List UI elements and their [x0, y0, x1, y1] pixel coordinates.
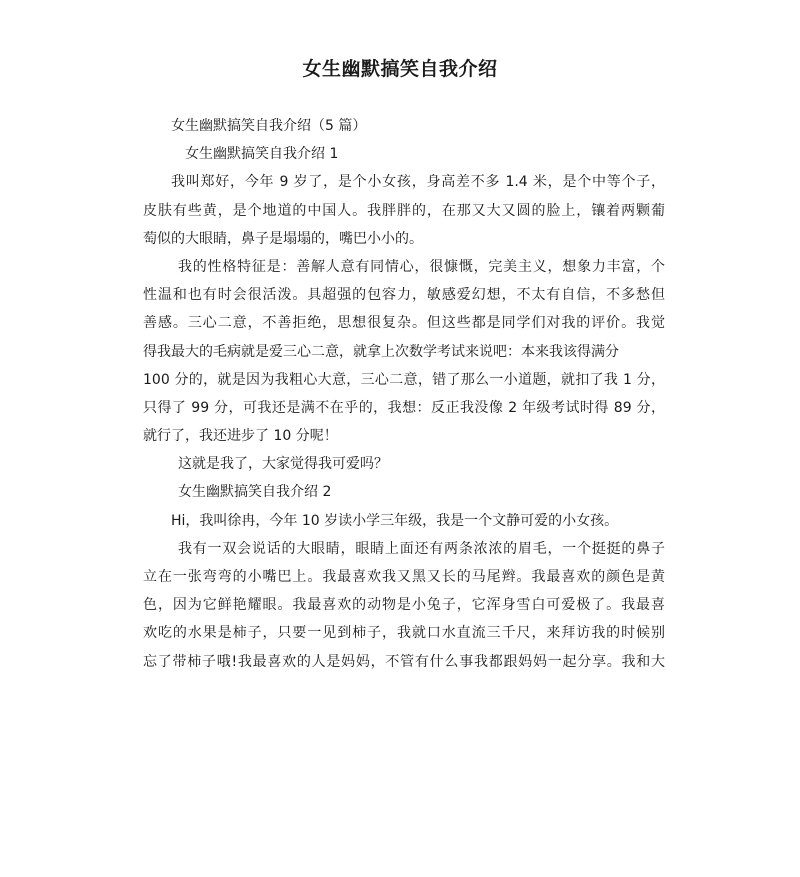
text-line: 欢吃的水果是柿子，只要一见到柿子，我就口水直流三千尺，来拜访我的时候别 [143, 625, 665, 642]
text-line: 得我最大的毛病就是爱三心二意，就拿上次数学考试来说吧：本来我该得满分 [143, 343, 619, 360]
text-line: 女生幽默搞笑自我介绍（5 篇） [171, 118, 367, 134]
text-line: 100 分的，就是因为我粗心大意，三心二意，错了那么一小道题，就扣了我 1 分， [143, 371, 665, 388]
text-line: 我的性格特征是：善解人意有同情心，很慷慨，完美主义，想象力丰富，个 [178, 258, 665, 275]
text-line: 忘了带柿子哦!我最喜欢的人是妈妈，不管有什么事我都跟妈妈一起分享。我和大 [143, 653, 665, 670]
text-line: 只得了 99 分，可我还是满不在乎的，我想：反正我没像 2 年级考试时得 89 分， [143, 399, 665, 416]
document-body [143, 112, 665, 676]
text-line: 这就是我了，大家觉得我可爱吗？ [178, 456, 388, 473]
text-line: 立在一张弯弯的小嘴巴上。我最喜欢我又黑又长的马尾辫。我最喜欢的颜色是黄 [143, 569, 665, 585]
text-line: 女生幽默搞笑自我介绍 2 [178, 484, 332, 501]
text-line: 性温和也有时会很活泼。具超强的包容力，敏感爱幻想，不太有自信，不多愁但 [143, 287, 665, 304]
text-line: Hi，我叫徐冉，今年 10 岁读小学三年级，我是一个文静可爱的小女孩。 [171, 512, 619, 529]
text-line: 就行了，我还进步了 10 分呢！ [143, 428, 338, 445]
document-title: 女生幽默搞笑自我介绍 [302, 58, 498, 80]
text-line: 色，因为它鲜艳耀眼。我最喜欢的动物是小兔子，它浑身雪白可爱极了。我最喜 [143, 597, 665, 614]
text-line: 女生幽默搞笑自我介绍 1 [185, 146, 339, 163]
text-line: 我有一双会说话的大眼睛，眼睛上面还有两条浓浓的眉毛，一个挺挺的鼻子 [178, 540, 665, 557]
text-line: 皮肤有些黄，是个地道的中国人。我胖胖的，在那又大又圆的脸上，镶着两颗葡 [143, 202, 665, 219]
text-line: 我叫郑好，今年 9 岁了，是个小女孩，身高差不多 1.4 米，是个中等个子， [171, 174, 665, 191]
text-line: 善感。三心二意，不善拒绝，思想很复杂。但这些都是同学们对我的评价。我觉 [143, 315, 665, 332]
text-line: 萄似的大眼睛，鼻子是塌塌的，嘴巴小小的。 [143, 230, 423, 247]
